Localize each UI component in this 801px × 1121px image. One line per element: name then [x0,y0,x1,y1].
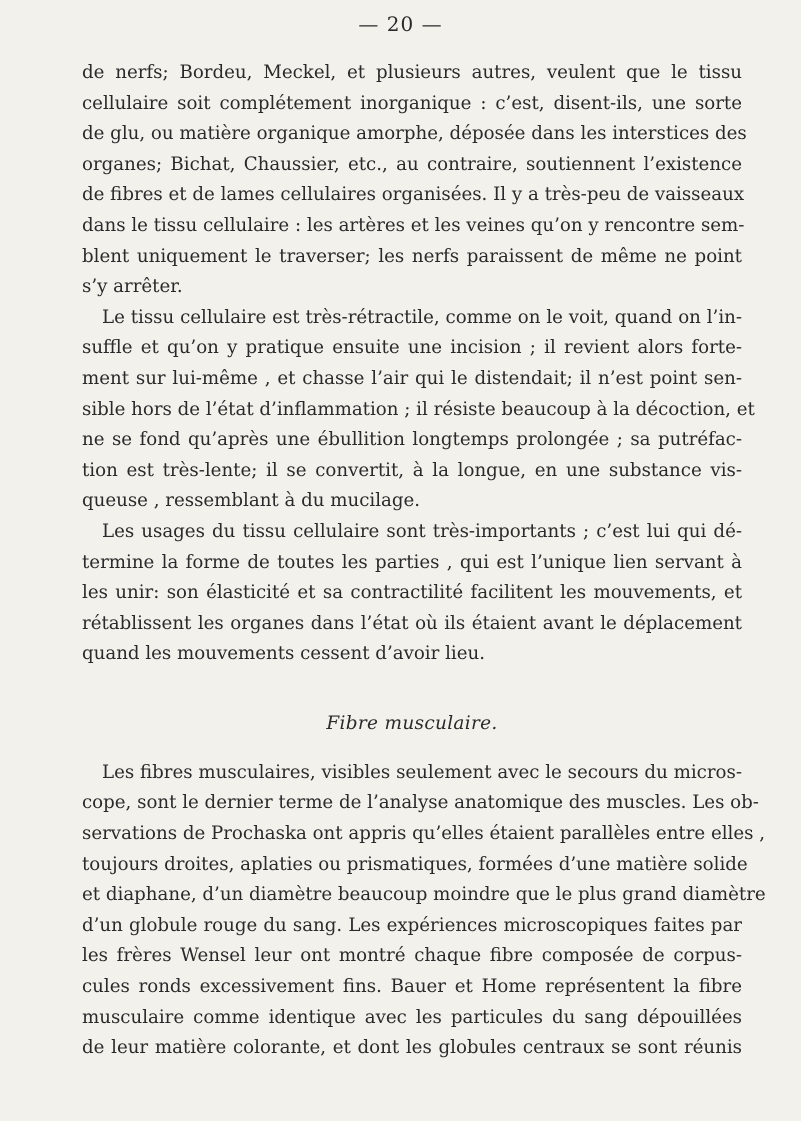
text-line: organes; Bichat, Chaussier, etc., au contraire, soutiennent l’existence [82,153,742,175]
section-heading: Fibre musculaire. [326,712,498,734]
text-line: blent uniquement le traverser; les nerfs paraissent de même ne point [82,245,742,267]
page-number: — 20 — [358,12,443,36]
text-line: tion est très-lente; il se convertit, à la longue, en une substance vis- [82,459,742,481]
text-line: Les usages du tissu cellulaire sont très-importants ; c’est lui qui dé- [102,520,742,542]
text-line: termine la forme de toutes les parties , qui est l’unique lien servant à [82,551,742,573]
text-line: et diaphane, d’un diamètre beaucoup moindre que le plus grand diamètre [82,884,766,906]
paragraph-tissu-cellulaire-proprietes [82,303,755,517]
text-line: servations de Prochaska ont appris qu’elles étaient parallèles entre elles , [82,823,766,845]
text-line: d’un globule rouge du sang. Les expériences microscopiques faites par [82,914,742,936]
text-line: de nerfs; Bordeu, Meckel, et plusieurs autres, veulent que le tissu [82,62,742,83]
text-line: Les fibres musculaires, visibles seulement avec le secours du micros- [102,761,742,783]
text-line: ment sur lui-même , et chasse l’air qui le distendait; il n’est point sen- [82,367,742,389]
text-line: musculaire comme identique avec les particules du sang dépouillées [82,1006,742,1028]
text-line: de leur matière colorante, et dont les globules centraux se sont réunis [82,1037,742,1059]
text-line: dans le tissu cellulaire : les artères et les veines qu’on y rencontre sem- [82,214,745,236]
paragraph-tissu-cellulaire-usages [82,517,742,670]
text-line: les unir: son élasticité et sa contractilité facilitent les mouvements, et [82,582,742,604]
text-line: de glu, ou matière organique amorphe, déposée dans les interstices des [82,123,747,145]
text-line: ne se fond qu’après une ébullition longtemps prolongée ; sa putréfac- [82,429,742,451]
text-line: les frères Wensel leur ont montré chaque fibre composée de corpus- [82,945,742,967]
text-line: quand les mouvements cessent d’avoir lieu. [82,643,485,665]
section-gap [82,670,742,704]
text-line: rétablissent les organes dans l’état où ils étaient avant le déplacement [82,612,742,634]
text-line: cellulaire soit complétement inorganique : c’est, disent-ils, une sorte [82,92,742,114]
text-line: s’y arrêter. [82,276,183,298]
text-line: cope, sont le dernier terme de l’analyse anatomique des muscles. Les ob- [82,792,759,814]
text-line: Le tissu cellulaire est très-rétractile, comme on le voit, quand on l’in- [102,306,742,328]
text-line: queuse , ressemblant à du mucilage. [82,490,421,512]
paragraph-fibre-musculaire [82,758,766,1064]
body-text [82,58,766,1064]
text-line: cules ronds excessivement fins. Bauer et Home représentent la fibre [82,976,742,998]
text-line: toujours droites, aplaties ou prismatiques, formées d’une matière solide [82,853,748,875]
text-line: sible hors de l’état d’inflammation ; il résiste beaucoup à la décoction, et [82,398,755,420]
text-line: suffle et qu’on y pratique ensuite une incision ; il revient alors forte- [82,337,742,359]
section-gap [82,744,742,758]
text-line: de fibres et de lames cellulaires organisées. Il y a très-peu de vaisseaux [82,184,745,206]
paragraph-tissu-cellulaire-structure [82,58,747,303]
